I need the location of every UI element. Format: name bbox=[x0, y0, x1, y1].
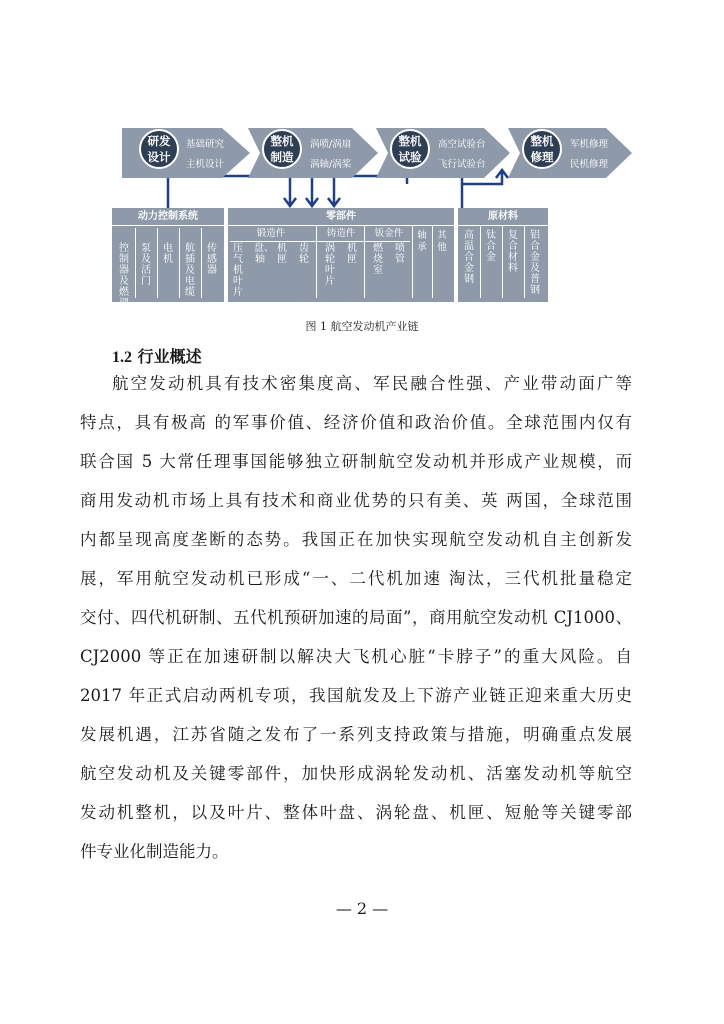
stage-badge: 整机 修理 bbox=[522, 129, 562, 169]
component-label: 高温合金钢 bbox=[464, 230, 474, 285]
stage-badge: 研发 设计 bbox=[139, 129, 179, 169]
box-title: 原材料 bbox=[488, 211, 518, 222]
section-number: 1.2 bbox=[112, 349, 132, 366]
component-label: 燃烧室 bbox=[373, 243, 383, 276]
parts-box bbox=[228, 208, 454, 302]
component-label: 泵及活门 bbox=[141, 243, 151, 287]
group-label: 钣金件 bbox=[374, 228, 404, 239]
component-label: 齿轮 bbox=[299, 243, 309, 265]
text-line: 特点，具有极高 的军事价值、经济价值和政治价值。全球范围内仅有 bbox=[80, 413, 632, 432]
text-line: 航空发动机及关键零部件，加快形成涡轮发动机、活塞发动机等航空 bbox=[80, 764, 632, 783]
component-label: 钛合金 bbox=[486, 230, 496, 263]
stage-item: 飞行试验台 bbox=[438, 159, 486, 170]
text-line: CJ2000 等正在加速研制以解决大飞机心脏“卡脖子”的重大风险。自 bbox=[80, 647, 632, 666]
text-line: 件专业化制造能力。 bbox=[80, 842, 229, 861]
stage-item: 民机修理 bbox=[570, 159, 609, 170]
stage-item: 涡喷/涡扇 bbox=[310, 139, 352, 150]
raw-materials-box bbox=[458, 208, 548, 302]
stage-assembly-manufacture bbox=[248, 128, 378, 178]
section-title: 行业概述 bbox=[137, 347, 202, 366]
text-line: 航空发动机具有技术密集度高、军民融合性强、产业带动面广等 bbox=[112, 374, 632, 393]
text-line: 联合国 5 大常任理事国能够独立研制航空发动机并形成产业规模，而 bbox=[80, 452, 632, 471]
text-line: 2017 年正式启动两机专项，我国航发及上下游产业链正迎来重大历史 bbox=[80, 686, 632, 705]
component-label: 控制器及燃调 bbox=[119, 243, 129, 309]
component-label: 机匣 bbox=[277, 243, 287, 265]
group-label: 轴承 bbox=[417, 230, 427, 253]
component-label: 传感器 bbox=[207, 243, 217, 276]
section-heading bbox=[112, 344, 202, 367]
stage-rnd-design bbox=[122, 128, 250, 178]
stage-item: 基础研究 bbox=[186, 139, 225, 150]
page-number: — 2 — bbox=[335, 899, 389, 918]
component-label: 压气机叶片 bbox=[233, 243, 243, 298]
text-line: 内都呈现高度垄断的态势。我国正在加快实现航空发动机自主创新发 bbox=[80, 530, 632, 549]
stage-item: 涡轴/涡桨 bbox=[310, 159, 352, 170]
stage-item: 高空试验台 bbox=[438, 139, 486, 150]
group-label: 锻造件 bbox=[256, 228, 286, 239]
box-title: 零部件 bbox=[326, 211, 356, 222]
component-label: 喷管 bbox=[395, 243, 405, 265]
stage-badge: 整机 试验 bbox=[390, 129, 430, 169]
power-control-box bbox=[112, 208, 224, 309]
text-line: 商用发动机市场上具有技术和商业优势的只有美、英 两国，全球范围 bbox=[80, 491, 632, 510]
stage-assembly-test bbox=[376, 128, 510, 178]
component-label: 复合材料 bbox=[508, 230, 518, 274]
group-label: 铸造件 bbox=[326, 228, 356, 239]
component-label: 机匣 bbox=[347, 243, 357, 265]
component-label: 盘、轴 bbox=[254, 243, 274, 265]
component-label: 航插及电缆 bbox=[185, 243, 195, 298]
text-line: 发展机遇，江苏省随之发布了一系列支持政策与措施，明确重点发展 bbox=[80, 725, 632, 744]
text-line: 发动机整机，以及叶片、整体叶盘、涡轮盘、机匣、短舱等关键零部 bbox=[80, 803, 632, 822]
industry-chain-figure bbox=[112, 122, 634, 309]
stage-badge: 整机 制造 bbox=[262, 129, 302, 169]
stage-item: 主机设计 bbox=[186, 159, 225, 170]
group-label: 其他 bbox=[437, 230, 447, 253]
component-label: 电机 bbox=[163, 243, 173, 265]
box-title: 动力控制系统 bbox=[138, 211, 198, 222]
stage-assembly-repair bbox=[508, 128, 632, 178]
figure-caption: 图 1 航空发动机产业链 bbox=[305, 320, 419, 333]
text-line: 展，军用航空发动机已形成“一、二代机加速 淘汰，三代机批量稳定 bbox=[80, 569, 632, 588]
stage-item: 军机修理 bbox=[570, 139, 609, 150]
text-line: 交付、四代机研制、五代机预研加速的局面”，商用航空发动机 CJ1000、 bbox=[80, 608, 632, 627]
component-label: 铝合金及普钢 bbox=[530, 230, 540, 296]
component-label: 涡轮叶片 bbox=[325, 243, 335, 287]
